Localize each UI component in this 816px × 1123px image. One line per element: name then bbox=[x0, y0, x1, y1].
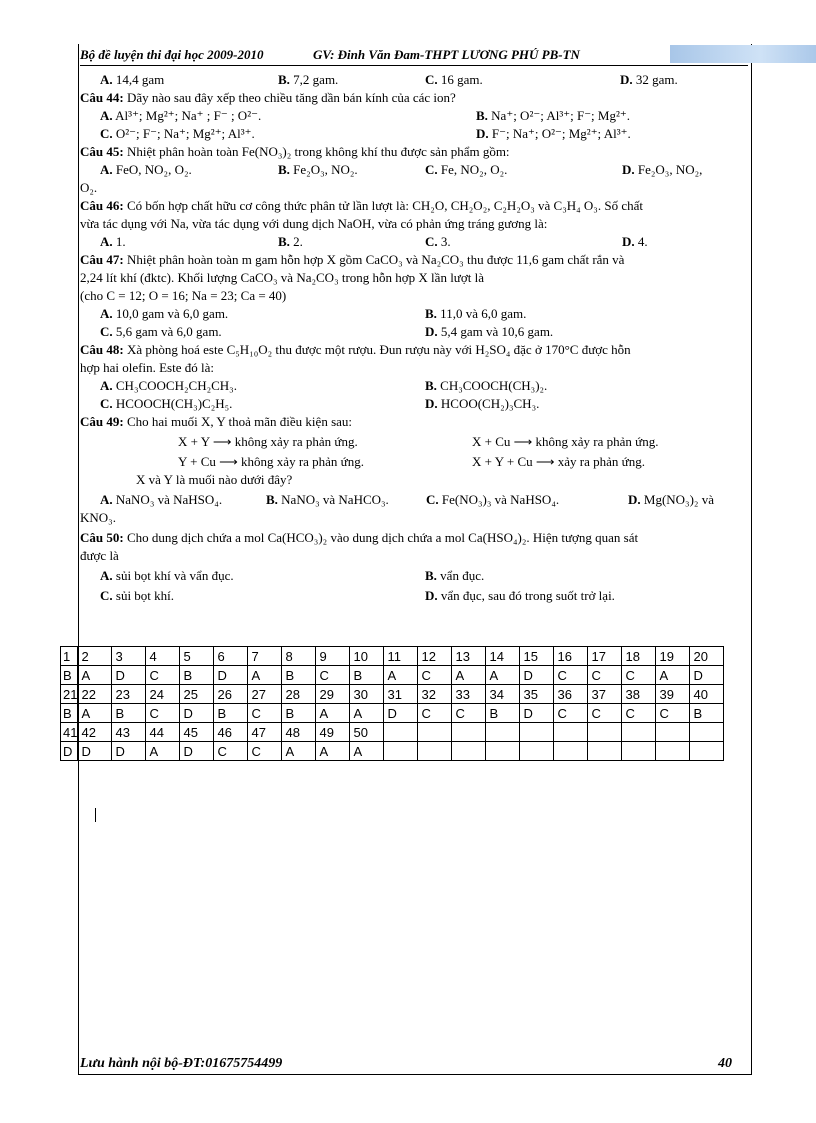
table-cell: C bbox=[316, 666, 350, 685]
table-cell: 2 bbox=[78, 647, 112, 666]
table-cell: 18 bbox=[622, 647, 656, 666]
table-cell: 22 bbox=[78, 685, 112, 704]
table-cell: B bbox=[61, 704, 78, 723]
table-cell: 34 bbox=[486, 685, 520, 704]
table-cell: A bbox=[350, 704, 384, 723]
table-cell bbox=[656, 723, 690, 742]
table-cell: 12 bbox=[418, 647, 452, 666]
text-line: A. 10,0 gam và 6,0 gam. bbox=[100, 306, 229, 321]
table-cell: A bbox=[656, 666, 690, 685]
text-line: B. vẩn đục. bbox=[425, 568, 485, 583]
text-line: X + Cu ⟶ không xảy ra phản ứng. bbox=[472, 434, 659, 449]
text-line: D. vẩn đục, sau đó trong suốt trở lại. bbox=[425, 588, 615, 603]
table-cell: 32 bbox=[418, 685, 452, 704]
text-line: (cho C = 12; O = 16; Na = 23; Ca = 40) bbox=[80, 288, 287, 303]
table-cell bbox=[690, 742, 724, 761]
table-cell: 38 bbox=[622, 685, 656, 704]
table-cell: C bbox=[418, 704, 452, 723]
text-line: A. FeO, NO₂, O₂. bbox=[100, 162, 192, 177]
table-cell: D bbox=[61, 742, 78, 761]
table-cell bbox=[588, 723, 622, 742]
text-line: A. Al³⁺; Mg²⁺; Na⁺ ; F⁻ ; O²⁻. bbox=[100, 108, 262, 123]
table-cell: B bbox=[61, 666, 78, 685]
table-cell bbox=[588, 742, 622, 761]
table-cell: 28 bbox=[282, 685, 316, 704]
page-header bbox=[80, 45, 748, 66]
table-cell: 3 bbox=[112, 647, 146, 666]
table-cell bbox=[554, 723, 588, 742]
table-cell: D bbox=[690, 666, 724, 685]
text-line: được là bbox=[80, 548, 119, 563]
table-cell: A bbox=[78, 666, 112, 685]
table-cell: D bbox=[112, 666, 146, 685]
table-cell: 6 bbox=[214, 647, 248, 666]
table-cell: C bbox=[248, 742, 282, 761]
table-cell: 8 bbox=[282, 647, 316, 666]
table-cell bbox=[418, 723, 452, 742]
table-cell bbox=[486, 742, 520, 761]
text-line: C. 16 gam. bbox=[425, 72, 483, 87]
table-cell: C bbox=[146, 666, 180, 685]
table-cell: 40 bbox=[690, 685, 724, 704]
table-cell: 46 bbox=[214, 723, 248, 742]
text-line: D. Mg(NO₃)₂ và bbox=[628, 492, 714, 507]
table-cell: C bbox=[656, 704, 690, 723]
text-line: B. 11,0 và 6,0 gam. bbox=[425, 306, 527, 321]
table-cell: C bbox=[554, 666, 588, 685]
footer-left: Lưu hành nội bộ-ĐT:01675754499 bbox=[80, 1056, 283, 1071]
table-cell: B bbox=[690, 704, 724, 723]
text-line: D. Fe₂O₃, NO₂, bbox=[622, 162, 703, 177]
table-cell: 29 bbox=[316, 685, 350, 704]
table-cell: 24 bbox=[146, 685, 180, 704]
text-line: hợp hai olefin. Este đó là: bbox=[80, 360, 214, 375]
text-line: Câu 50: Cho dung dịch chứa a mol Ca(HCO₃)₂ vào dung dịch chứa a mol Ca(HSO₄)₂. Hiện tượng quan sát bbox=[80, 530, 639, 545]
table-cell: D bbox=[180, 704, 214, 723]
table-cell bbox=[554, 742, 588, 761]
table-cell bbox=[384, 723, 418, 742]
answer-table bbox=[60, 646, 724, 761]
table-cell: 21 bbox=[61, 685, 78, 704]
text-line: X và Y là muối nào dưới đây? bbox=[136, 472, 293, 487]
table-cell: C bbox=[588, 704, 622, 723]
text-line: D. 5,4 gam và 10,6 gam. bbox=[425, 324, 554, 339]
table-cell: 42 bbox=[78, 723, 112, 742]
table-cell: C bbox=[146, 704, 180, 723]
text-line: B. Na⁺; O²⁻; Al³⁺; F⁻; Mg²⁺. bbox=[476, 108, 630, 123]
text-line: A. sủi bọt khí và vẩn đục. bbox=[100, 568, 234, 583]
table-cell: 4 bbox=[146, 647, 180, 666]
table-cell: 5 bbox=[180, 647, 214, 666]
table-cell: 45 bbox=[180, 723, 214, 742]
text-line: B. NaNO₃ và NaHCO₃. bbox=[266, 492, 389, 507]
table-cell: 16 bbox=[554, 647, 588, 666]
text-line: A. NaNO₃ và NaHSO₄. bbox=[100, 492, 223, 507]
table-cell: 43 bbox=[112, 723, 146, 742]
table-cell: 49 bbox=[316, 723, 350, 742]
table-cell: 17 bbox=[588, 647, 622, 666]
table-cell: A bbox=[146, 742, 180, 761]
text-line: Câu 49: Cho hai muối X, Y thoả mãn điều kiện sau: bbox=[80, 414, 353, 429]
table-cell: 25 bbox=[180, 685, 214, 704]
table-cell: A bbox=[316, 704, 350, 723]
text-line: C. Fe, NO₂, O₂. bbox=[425, 162, 508, 177]
table-cell: 7 bbox=[248, 647, 282, 666]
text-line: C. sủi bọt khí. bbox=[100, 588, 175, 603]
text-line: B. Fe₂O₃, NO₂. bbox=[278, 162, 358, 177]
table-row bbox=[61, 723, 724, 742]
text-line: Câu 44: Dãy nào sau đây xếp theo chiều tăng dần bán kính của các ion? bbox=[80, 90, 456, 105]
table-row bbox=[61, 666, 724, 685]
table-cell: D bbox=[180, 742, 214, 761]
table-cell: A bbox=[78, 704, 112, 723]
table-cell: C bbox=[588, 666, 622, 685]
text-cursor bbox=[95, 808, 96, 822]
table-row bbox=[61, 647, 724, 666]
table-cell: D bbox=[520, 704, 554, 723]
text-line: Y + Cu ⟶ không xảy ra phản ứng. bbox=[178, 454, 364, 469]
table-cell: A bbox=[452, 666, 486, 685]
text-line: B. 7,2 gam. bbox=[278, 72, 339, 87]
table-cell: B bbox=[180, 666, 214, 685]
table-cell bbox=[656, 742, 690, 761]
table-cell bbox=[622, 723, 656, 742]
table-cell: 14 bbox=[486, 647, 520, 666]
text-line: 2,24 lít khí (đktc). Khối lượng CaCO₃ và Na₂CO₃ trong hỗn hợp X lần lượt là bbox=[80, 270, 484, 285]
table-cell bbox=[520, 742, 554, 761]
table-cell: D bbox=[214, 666, 248, 685]
table-cell bbox=[452, 723, 486, 742]
table-row bbox=[61, 685, 724, 704]
text-line: D. 32 gam. bbox=[620, 72, 678, 87]
table-cell: A bbox=[350, 742, 384, 761]
text-line: D. 4. bbox=[622, 234, 648, 249]
table-cell: B bbox=[486, 704, 520, 723]
table-cell: A bbox=[282, 742, 316, 761]
table-cell: D bbox=[112, 742, 146, 761]
text-line: D. HCOO(CH₂)₃CH₃. bbox=[425, 396, 540, 411]
table-cell: 15 bbox=[520, 647, 554, 666]
table-cell: C bbox=[418, 666, 452, 685]
text-line: KNO₃. bbox=[80, 510, 116, 525]
table-cell: C bbox=[248, 704, 282, 723]
table-cell: C bbox=[622, 666, 656, 685]
text-line: X + Y + Cu ⟶ xảy ra phản ứng. bbox=[472, 454, 645, 469]
table-cell: C bbox=[452, 704, 486, 723]
text-line: Câu 48: Xà phòng hoá este C₅H₁₀O₂ thu được một rượu. Đun rượu này với H₂SO₄ đặc ở 170°C được hỗn bbox=[80, 342, 631, 357]
table-cell: A bbox=[316, 742, 350, 761]
table-cell: 36 bbox=[554, 685, 588, 704]
text-line: Câu 46: Có bốn hợp chất hữu cơ công thức phân tử lần lượt là: CH₂O, CH₂O₂, C₂H₂O₃ và C₃H₄ O₃. Số chất bbox=[80, 198, 643, 213]
table-cell: C bbox=[622, 704, 656, 723]
header-left: Bộ đề luyện thi đại học 2009-2010 bbox=[80, 47, 264, 62]
table-cell: 47 bbox=[248, 723, 282, 742]
text-line: C. O²⁻; F⁻; Na⁺; Mg²⁺; Al³⁺. bbox=[100, 126, 255, 141]
table-row bbox=[61, 704, 724, 723]
table-cell: B bbox=[282, 704, 316, 723]
text-line: Câu 45: Nhiệt phân hoàn toàn Fe(NO₃)₂ trong không khí thu được sản phẩm gồm: bbox=[80, 144, 510, 159]
text-line: O₂. bbox=[80, 180, 98, 195]
text-line: Câu 47: Nhiệt phân hoàn toàn m gam hỗn hợp X gồm CaCO₃ và Na₂CO₃ thu được 11,6 gam chất rắn và bbox=[80, 252, 625, 267]
text-line: A. CH₃COOCH₂CH₂CH₃. bbox=[100, 378, 237, 393]
table-cell: 13 bbox=[452, 647, 486, 666]
table-cell bbox=[384, 742, 418, 761]
table-cell bbox=[520, 723, 554, 742]
page-footer bbox=[80, 1056, 740, 1072]
table-cell: 10 bbox=[350, 647, 384, 666]
table-cell: 39 bbox=[656, 685, 690, 704]
page-number: 40 bbox=[718, 1056, 732, 1071]
table-cell: 30 bbox=[350, 685, 384, 704]
text-line: A. 14,4 gam bbox=[100, 72, 165, 87]
table-cell: 26 bbox=[214, 685, 248, 704]
table-cell: A bbox=[486, 666, 520, 685]
text-line: C. Fe(NO₃)₃ và NaHSO₄. bbox=[426, 492, 560, 507]
text-line: X + Y ⟶ không xảy ra phản ứng. bbox=[178, 434, 358, 449]
table-cell: 41 bbox=[61, 723, 78, 742]
table-cell bbox=[452, 742, 486, 761]
table-cell: A bbox=[248, 666, 282, 685]
text-line: C. HCOOCH(CH₃)C₂H₅. bbox=[100, 396, 233, 411]
header-right: GV: Đinh Văn Đam-THPT LƯƠNG PHÚ PB-TN bbox=[313, 47, 580, 62]
text-line: B. 2. bbox=[278, 234, 303, 249]
table-cell bbox=[418, 742, 452, 761]
text-line: C. 5,6 gam và 6,0 gam. bbox=[100, 324, 222, 339]
table-cell bbox=[622, 742, 656, 761]
table-cell: 23 bbox=[112, 685, 146, 704]
header-decoration bbox=[670, 45, 816, 63]
table-cell: D bbox=[520, 666, 554, 685]
text-line: D. F⁻; Na⁺; O²⁻; Mg²⁺; Al³⁺. bbox=[476, 126, 631, 141]
table-cell: B bbox=[214, 704, 248, 723]
table-cell: 44 bbox=[146, 723, 180, 742]
table-cell: 20 bbox=[690, 647, 724, 666]
table-cell: 19 bbox=[656, 647, 690, 666]
table-cell: A bbox=[384, 666, 418, 685]
table-cell: 35 bbox=[520, 685, 554, 704]
table-cell: D bbox=[78, 742, 112, 761]
text-line: vừa tác dụng với Na, vừa tác dụng với dung dịch NaOH, vừa có phản ứng tráng gương là: bbox=[80, 216, 548, 231]
table-cell: 9 bbox=[316, 647, 350, 666]
table-cell bbox=[486, 723, 520, 742]
text-line: A. 1. bbox=[100, 234, 126, 249]
table-cell: 27 bbox=[248, 685, 282, 704]
table-cell: 37 bbox=[588, 685, 622, 704]
table-cell bbox=[690, 723, 724, 742]
table-cell: 1 bbox=[61, 647, 78, 666]
table-cell: 33 bbox=[452, 685, 486, 704]
table-cell: B bbox=[350, 666, 384, 685]
text-line: B. CH₃COOCH(CH₃)₂. bbox=[425, 378, 548, 393]
table-cell: 48 bbox=[282, 723, 316, 742]
table-cell: D bbox=[384, 704, 418, 723]
table-row bbox=[61, 742, 724, 761]
table-cell: B bbox=[112, 704, 146, 723]
text-line: C. 3. bbox=[425, 234, 451, 249]
table-cell: C bbox=[554, 704, 588, 723]
table-cell: 31 bbox=[384, 685, 418, 704]
table-cell: C bbox=[214, 742, 248, 761]
table-cell: 11 bbox=[384, 647, 418, 666]
table-cell: B bbox=[282, 666, 316, 685]
table-cell: 50 bbox=[350, 723, 384, 742]
